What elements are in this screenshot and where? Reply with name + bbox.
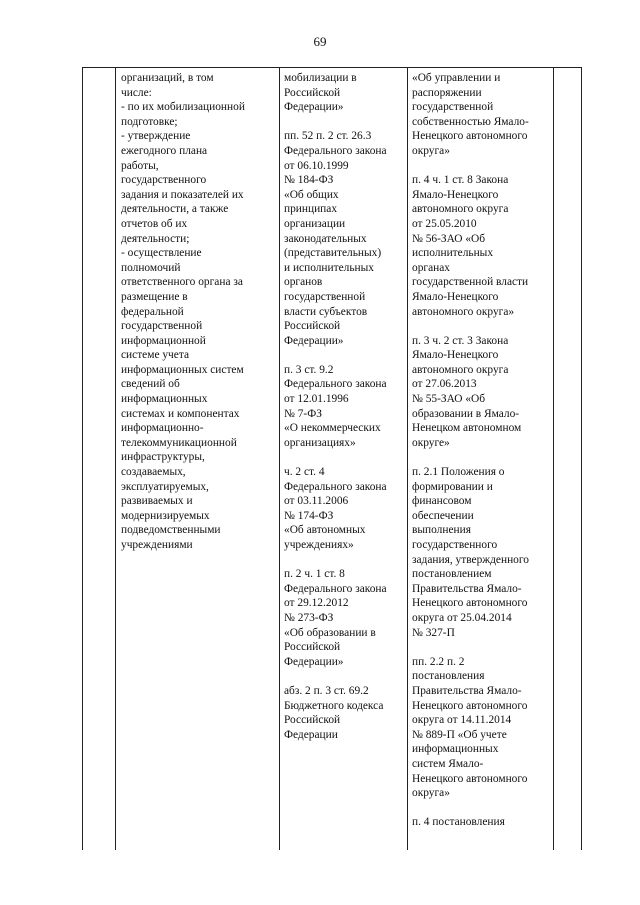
reference-line: органов xyxy=(284,276,323,289)
reference-line: Российской xyxy=(284,320,341,333)
reference-line: от 06.10.1999 xyxy=(284,159,349,172)
federal-reference xyxy=(284,71,404,115)
reference-line: образовании в Ямало- xyxy=(412,407,520,420)
reference-line: (представительных) xyxy=(284,247,382,260)
reference-line: организации xyxy=(284,217,346,230)
reference-line: Ямало-Ненецкого xyxy=(412,290,499,303)
reference-line: государственной власти xyxy=(412,276,529,289)
reference-line: округа» xyxy=(412,144,450,157)
reference-line: Ненецкого автономного xyxy=(412,772,528,785)
reference-line: Бюджетного кодекса xyxy=(284,699,384,712)
reference-line: Российской xyxy=(284,641,341,654)
reference-line: № 184-ФЗ xyxy=(284,174,334,187)
column-divider xyxy=(553,67,554,850)
task-line: информационных xyxy=(121,393,208,406)
regional-reference xyxy=(412,334,552,451)
reference-line: Федерального закона xyxy=(284,480,387,493)
task-line: создаваемых, xyxy=(121,466,186,479)
reference-line: систем Ямало- xyxy=(412,757,484,770)
reference-line: автономного округа» xyxy=(412,305,515,318)
task-line: размещение в xyxy=(121,290,188,303)
task-line: телекоммуникационной xyxy=(121,436,237,449)
reference-line: информационных xyxy=(412,743,499,756)
reference-line: Федерального закона xyxy=(284,582,387,595)
task-line: - по их мобилизационной xyxy=(121,101,245,114)
regional-reference xyxy=(412,465,552,640)
reference-line: пп. 52 п. 2 ст. 26.3 xyxy=(284,130,372,143)
column-divider xyxy=(279,67,280,850)
reference-line: автономного округа xyxy=(412,203,509,216)
tasks-column xyxy=(121,71,276,553)
task-line: отчетов об их xyxy=(121,217,188,230)
regional-reference xyxy=(412,655,552,801)
reference-line: Федерального закона xyxy=(284,378,387,391)
reference-line: от 29.12.2012 xyxy=(284,597,349,610)
federal-reference xyxy=(284,567,404,669)
reference-line: п. 2.1 Положения о xyxy=(412,466,505,479)
task-line: государственного xyxy=(121,174,207,187)
task-line: подготовке; xyxy=(121,115,178,128)
reference-line: № 55-ЗАО «Об xyxy=(412,393,486,406)
reference-line: постановления xyxy=(412,670,485,683)
reference-line: органах xyxy=(412,261,450,274)
reference-line: пп. 2.2 п. 2 xyxy=(412,655,465,668)
page-number: 69 xyxy=(313,34,327,49)
regional-reference xyxy=(412,71,552,159)
task-line: информационно- xyxy=(121,422,204,435)
task-line: ежегодного плана xyxy=(121,144,208,157)
reference-line: Ненецкого автономного xyxy=(412,130,528,143)
reference-line: № 889-П «Об учете xyxy=(412,728,507,741)
reference-line: Федерации» xyxy=(284,101,344,114)
task-line: подведомственными xyxy=(121,524,221,537)
regional-reference xyxy=(412,173,552,319)
reference-line: от 25.05.2010 xyxy=(412,217,477,230)
reference-line: «Об образовании в xyxy=(284,626,376,639)
reference-line: № 7-ФЗ xyxy=(284,407,322,420)
reference-line: власти субъектов xyxy=(284,305,368,318)
federal-basis-column xyxy=(284,71,404,757)
reference-line: учреждениях» xyxy=(284,539,354,551)
reference-line: и исполнительных xyxy=(284,261,374,274)
task-line: информационных систем xyxy=(121,363,244,376)
reference-line: автономного округа xyxy=(412,363,509,376)
reference-line: выполнения xyxy=(412,524,471,537)
reference-line: округа от 14.11.2014 xyxy=(412,714,512,727)
task-line: деятельности; xyxy=(121,232,190,245)
task-line: работы, xyxy=(121,159,159,172)
task-line: развиваемых и xyxy=(121,495,193,508)
federal-reference xyxy=(284,129,404,348)
reference-line: п. 4 постановления xyxy=(412,816,505,829)
regional-basis-column xyxy=(412,71,552,844)
reference-line: № 174-ФЗ xyxy=(284,509,334,522)
reference-line: округа» xyxy=(412,787,450,800)
reference-line: Ненецком автономном xyxy=(412,422,522,435)
reference-line: Правительства Ямало- xyxy=(412,582,522,595)
reference-line: «О некоммерческих xyxy=(284,422,381,435)
task-line: федеральной xyxy=(121,305,184,318)
task-line: модернизируемых xyxy=(121,509,210,522)
regional-reference xyxy=(412,815,552,830)
task-line: сведений об xyxy=(121,378,180,391)
reference-line: Ненецкого автономного xyxy=(412,597,528,610)
reference-line: п. 3 ч. 2 ст. 3 Закона xyxy=(412,334,509,347)
federal-reference xyxy=(284,465,404,553)
reference-line: Федерального закона xyxy=(284,144,387,157)
reference-line: Российской xyxy=(284,86,341,99)
reference-line: № 56-ЗАО «Об xyxy=(412,232,486,245)
reference-line: Ненецкого автономного xyxy=(412,699,528,712)
reference-line: задания, утвержденного xyxy=(412,553,529,566)
column-divider xyxy=(115,67,116,850)
task-line: ответственного органа за xyxy=(121,276,243,289)
reference-line: от 03.11.2006 xyxy=(284,495,349,508)
reference-line: ч. 2 ст. 4 xyxy=(284,466,325,479)
reference-line: Федерации» xyxy=(284,655,344,668)
reference-line: законодательных xyxy=(284,232,367,245)
reference-line: Федерации» xyxy=(284,334,344,347)
reference-line: от 12.01.1996 xyxy=(284,393,349,406)
reference-line: организациях» xyxy=(284,436,356,449)
reference-line: «Об автономных xyxy=(284,524,366,537)
task-line: учреждениями xyxy=(121,539,193,551)
task-line: деятельности, а также xyxy=(121,203,229,216)
reference-line: постановлением xyxy=(412,568,492,581)
reference-line: п. 2 ч. 1 ст. 8 xyxy=(284,568,345,581)
reference-line: финансовом xyxy=(412,495,472,508)
reference-line: обеспечении xyxy=(412,509,474,522)
reference-line: округе» xyxy=(412,436,450,449)
task-line: системах и компонентах xyxy=(121,407,240,420)
reference-line: Федерации xyxy=(284,728,338,741)
task-line: - осуществление xyxy=(121,247,202,260)
federal-reference xyxy=(284,684,404,742)
reference-line: государственной xyxy=(284,290,366,303)
task-line: системе учета xyxy=(121,349,190,362)
task-line: информационной xyxy=(121,334,206,347)
federal-reference xyxy=(284,363,404,451)
reference-line: государственной xyxy=(412,101,494,114)
reference-line: Российской xyxy=(284,714,341,727)
column-divider xyxy=(407,67,408,850)
reference-line: мобилизации в xyxy=(284,72,357,84)
reference-line: исполнительных xyxy=(412,247,494,260)
reference-line: округа от 25.04.2014 xyxy=(412,611,512,624)
reference-line: принципах xyxy=(284,203,338,216)
task-line: задания и показателей их xyxy=(121,188,244,201)
reference-line: собственностью Ямало- xyxy=(412,115,529,128)
reference-line: Ямало-Ненецкого xyxy=(412,188,499,201)
document-table xyxy=(82,67,582,850)
task-line: инфраструктуры, xyxy=(121,451,205,464)
reference-line: № 273-ФЗ xyxy=(284,611,334,624)
reference-line: государственного xyxy=(412,539,498,551)
reference-line: абз. 2 п. 3 ст. 69.2 xyxy=(284,684,369,697)
task-line: числе: xyxy=(121,86,152,99)
task-line: государственной xyxy=(121,320,203,333)
reference-line: Ямало-Ненецкого xyxy=(412,349,499,362)
reference-line: Правительства Ямало- xyxy=(412,684,522,697)
reference-line: п. 3 ст. 9.2 xyxy=(284,363,334,376)
reference-line: распоряжении xyxy=(412,86,482,99)
reference-line: «Об управлении и xyxy=(412,72,501,84)
reference-line: п. 4 ч. 1 ст. 8 Закона xyxy=(412,174,509,187)
task-line: организаций, в том xyxy=(121,72,214,84)
task-line: - утверждение xyxy=(121,130,191,143)
task-line: полномочий xyxy=(121,261,181,274)
reference-line: от 27.06.2013 xyxy=(412,378,477,391)
reference-line: «Об общих xyxy=(284,188,339,201)
reference-line: формировании и xyxy=(412,480,493,493)
task-line: эксплуатируемых, xyxy=(121,480,209,493)
reference-line: № 327-П xyxy=(412,626,455,639)
